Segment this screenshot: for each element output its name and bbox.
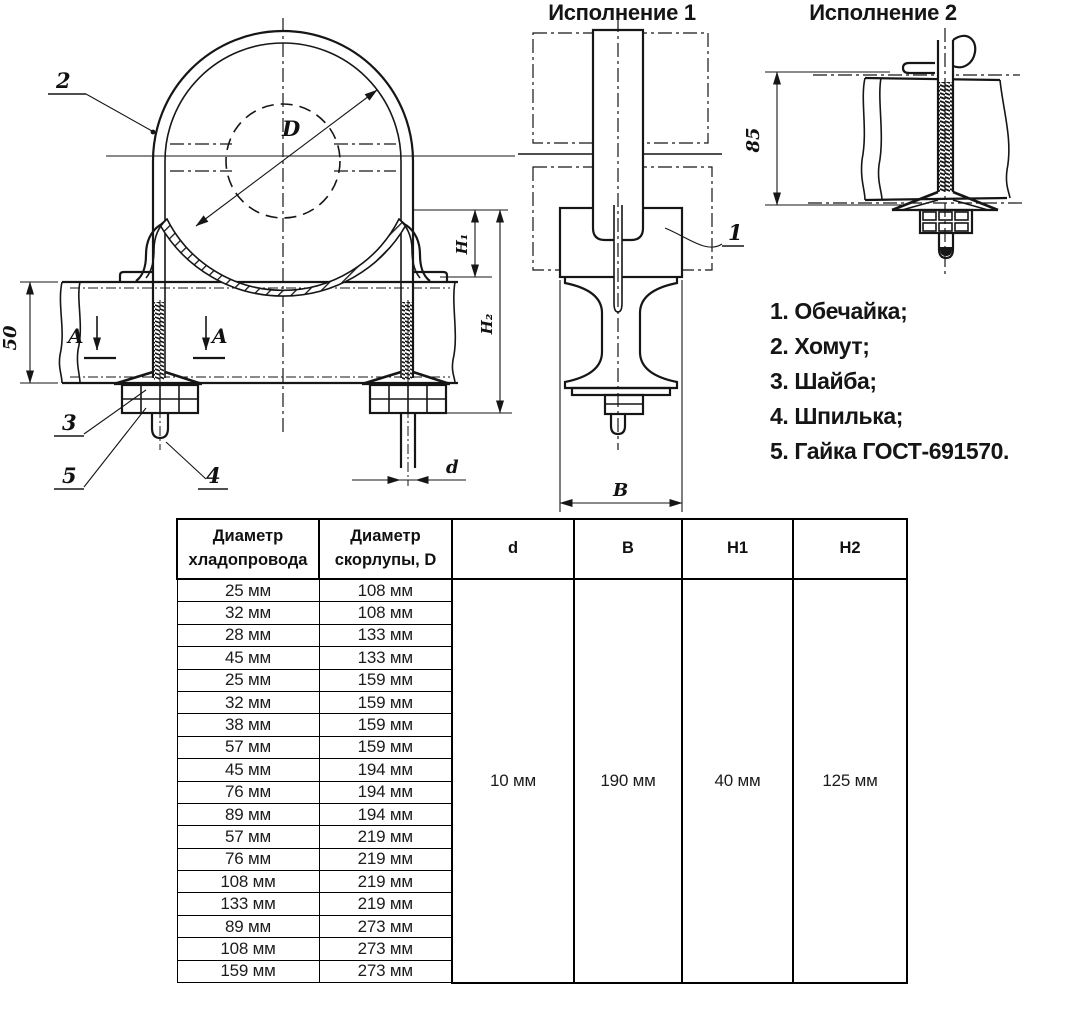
table-cell-shell-diameter: 273 мм xyxy=(319,938,452,960)
table-cell-shell-diameter: 194 мм xyxy=(319,803,452,825)
table-cell-pipe-diameter: 133 мм xyxy=(177,893,319,915)
diameter-label: D xyxy=(282,116,301,141)
table-cell-pipe-diameter: 45 мм xyxy=(177,647,319,669)
table-cell-pipe-diameter: 108 мм xyxy=(177,871,319,893)
parts-list-item: 2. Хомут; xyxy=(770,333,870,359)
top-plate xyxy=(903,63,935,73)
table-cell-pipe-diameter: 57 мм xyxy=(177,826,319,848)
header-shell-diameter xyxy=(319,519,452,579)
parts-list-item: 1. Обечайка; xyxy=(770,298,908,324)
section-marker-left xyxy=(66,316,116,358)
table-cell-pipe-diameter: 57 мм xyxy=(177,736,319,758)
front-view-drawing xyxy=(0,0,530,515)
table-cell-shell-diameter: 108 мм xyxy=(319,602,452,624)
table-cell-pipe-diameter: 89 мм xyxy=(177,915,319,937)
parts-list xyxy=(770,294,1080,469)
table-cell-pipe-diameter: 28 мм xyxy=(177,624,319,646)
table-cell-H2-value: 125 мм xyxy=(793,579,907,983)
table-cell-shell-diameter: 219 мм xyxy=(319,871,452,893)
hook xyxy=(953,36,975,67)
table-cell-shell-diameter: 108 мм xyxy=(319,579,452,602)
dim-h1 xyxy=(412,210,508,277)
diameter-callout xyxy=(196,90,377,226)
header-h1: H1 xyxy=(682,519,793,579)
spec-table-container xyxy=(176,518,908,984)
spec-table xyxy=(176,518,908,984)
table-cell-shell-diameter: 194 мм xyxy=(319,781,452,803)
table-cell-H1-value: 40 мм xyxy=(682,579,793,983)
version2-drawing xyxy=(735,20,1082,295)
part5-label: 5 xyxy=(62,463,77,488)
header-line: хладопровода xyxy=(188,551,308,569)
part3-label: 3 xyxy=(62,410,77,435)
table-cell-pipe-diameter: 32 мм xyxy=(177,602,319,624)
section-marker-right xyxy=(193,316,228,358)
washer-nut-right xyxy=(362,372,450,468)
beam xyxy=(808,75,1025,203)
parts-list-item: 3. Шайба; xyxy=(770,368,877,394)
table-cell-pipe-diameter: 89 мм xyxy=(177,803,319,825)
table-cell-shell-diameter: 159 мм xyxy=(319,736,452,758)
part1-label: 1 xyxy=(728,220,743,245)
table-cell-shell-diameter: 273 мм xyxy=(319,915,452,937)
table-row xyxy=(177,579,907,602)
table-cell-shell-diameter: 159 мм xyxy=(319,691,452,713)
leader-part2 xyxy=(48,68,155,134)
table-cell-shell-diameter: 219 мм xyxy=(319,826,452,848)
table-cell-pipe-diameter: 76 мм xyxy=(177,848,319,870)
table-cell-pipe-diameter: 76 мм xyxy=(177,781,319,803)
dim-50 xyxy=(0,282,58,383)
table-cell-pipe-diameter: 108 мм xyxy=(177,938,319,960)
dim-50-label: 50 xyxy=(0,325,21,351)
table-cell-B-value: 190 мм xyxy=(574,579,682,983)
table-cell-shell-diameter: 133 мм xyxy=(319,624,452,646)
table-cell-pipe-diameter: 25 мм xyxy=(177,669,319,691)
part4-label: 4 xyxy=(206,463,221,488)
h1-label: H₁ xyxy=(453,233,471,255)
table-cell-pipe-diameter: 159 мм xyxy=(177,960,319,982)
table-cell-pipe-diameter: 25 мм xyxy=(177,579,319,602)
table-cell-shell-diameter: 194 мм xyxy=(319,759,452,781)
header-pipe-diameter xyxy=(177,519,319,579)
table-cell-shell-diameter: 219 мм xyxy=(319,893,452,915)
section-label: A xyxy=(212,324,228,348)
leader-part4 xyxy=(166,442,228,489)
h2-label: H₂ xyxy=(478,313,496,335)
table-header-row xyxy=(177,519,907,579)
table-cell-shell-diameter: 133 мм xyxy=(319,647,452,669)
header-h2: H2 xyxy=(793,519,907,579)
d-label: d xyxy=(446,457,459,478)
thread-right xyxy=(402,302,412,380)
table-cell-pipe-diameter: 45 мм xyxy=(177,759,319,781)
table-cell-d-value: 10 мм xyxy=(452,579,574,983)
parts-list-item: 4. Шпилька; xyxy=(770,403,904,429)
table-cell-pipe-diameter: 32 мм xyxy=(177,691,319,713)
version2-title: Исполнение 2 xyxy=(809,0,957,25)
table-cell-pipe-diameter: 38 мм xyxy=(177,714,319,736)
section-label: A xyxy=(68,324,84,348)
table-cell-shell-diameter: 159 мм xyxy=(319,714,452,736)
header-b: B xyxy=(574,519,682,579)
anchor-stud xyxy=(903,36,975,192)
header-d: d xyxy=(452,519,574,579)
header-line: скорлупы, D xyxy=(334,551,437,569)
part2-label: 2 xyxy=(56,68,71,93)
beam xyxy=(59,282,458,383)
header-line: Диаметр xyxy=(350,527,421,546)
thread-left xyxy=(154,302,164,380)
table-cell-shell-diameter: 273 мм xyxy=(319,960,452,982)
dim-85-label: 85 xyxy=(743,127,764,153)
dim-d xyxy=(352,457,466,480)
table-cell-shell-diameter: 159 мм xyxy=(319,669,452,691)
table-cell-shell-diameter: 219 мм xyxy=(319,848,452,870)
parts-list-item: 5. Гайка ГОСТ-691570. xyxy=(770,438,1010,464)
b-label: B xyxy=(613,480,629,501)
header-line: Диаметр xyxy=(212,527,284,546)
version1-title: Исполнение 1 xyxy=(548,0,696,25)
